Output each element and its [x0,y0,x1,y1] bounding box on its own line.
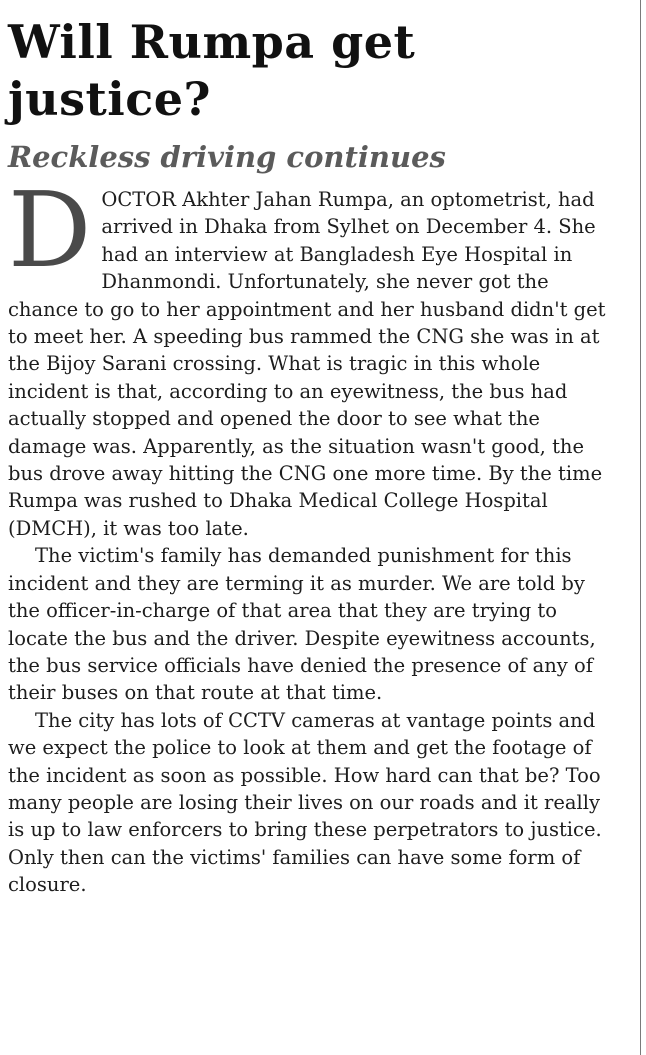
headline: Will Rumpa get justice? [8,15,416,126]
article-body [8,169,608,899]
subheadline: Reckless driving continues [8,140,446,174]
paragraph-1 [8,169,608,542]
paragraph-2: The victim's family has demanded punishment for this incident and they are terming it as murder. We are told by the officer-in-charge of that area that they are trying to locate the bus and the driver. Despite eyewitness accounts, the bus service officials have denied the presence of any of their buses on that route at that time. [8,544,596,705]
column-rule [640,0,641,1055]
editorial-article [8,14,608,899]
paragraph-3: The city has lots of CCTV cameras at vantage points and we expect the police to look at them and get the footage of the incident as soon as possible. How hard can that be? Too many people are losing their lives on our roads and it really is up to law enforcers to bring these perpetrators to justice. Only then can the victims' families can have some form of closure. [8,708,602,897]
drop-cap: D [8,169,92,291]
paragraph-1-text: OCTOR Akhter Jahan Rumpa, an optometrist, had arrived in Dhaka from Sylhet on December 4. She had an interview at Bangladesh Eye Hospital in Dhanmondi. Unfortunately, she never got the chance to go to her appointment and her husband didn't get to meet her. A speeding bus rammed the CNG she was in at the Bijoy Sarani crossing. What is tragic in this whole incident is that, according to an eyewitness, the bus had actually stopped and opened the door to see what the damage was. Apparently, as the situation wasn't good, the bus drove away hitting the CNG one more time. By the time Rumpa was rushed to Dhaka Medical College Hospital (DMCH), it was too late. [8,188,606,540]
